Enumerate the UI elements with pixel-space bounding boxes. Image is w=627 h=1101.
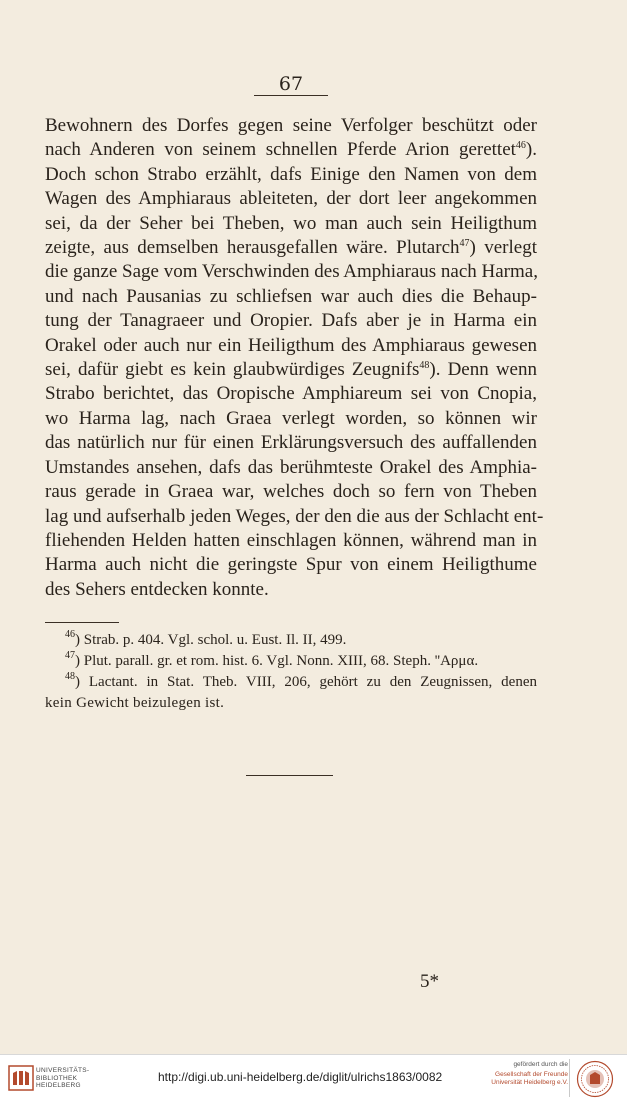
text-line: sei, dafür giebt es kein glaubwürdiges Zeugnifs$^{48}$). Denn wenn (45, 359, 537, 381)
body-text (45, 114, 544, 602)
text-line: fliehenden Helden hatten einschlagen können, während man in (45, 529, 537, 551)
university-seal-icon (576, 1060, 614, 1098)
footnote: $^{48}$) Lactant. in Stat. Theb. VIII, 206, gehört zu den Zeugnissen, denen (65, 671, 537, 690)
text-line: und nach Pausanias zu schliefsen war auch dies die Behaup- (45, 285, 537, 307)
sponsor-org: Universität Heidelberg e.V. (491, 1079, 568, 1086)
footnote: $^{46}$) Strab. p. 404. Vgl. schol. u. Eust. Il. II, 499. (65, 629, 347, 648)
page-number: 67 (254, 74, 328, 96)
text-line: das natürlich nur für einen Erklärungsversuch des auffallenden (45, 432, 537, 454)
signature-mark: 5* (420, 971, 439, 992)
text-line: lag und aufserhalb jeden Weges, der den die aus der Schlacht ent- (45, 505, 544, 527)
library-name: UNIVERSITÄTS- BIBLIOTHEK HEIDELBERG (36, 1067, 90, 1089)
sponsor-intro: gefördert durch die (513, 1061, 568, 1068)
footnote-ref[interactable]: 46 (515, 140, 526, 152)
footnote-divider (45, 622, 119, 623)
text-line: nach Anderen von seinem schnellen Pferde Arion gerettet$^{46}$). (45, 139, 537, 161)
text-line: Doch schon Strabo erzählt, dafs Einige den Namen von dem (45, 163, 537, 185)
sponsor-org: Gesellschaft der Freunde (495, 1071, 568, 1078)
library-logo-icon[interactable] (8, 1065, 34, 1091)
text-line: Harma auch nicht die geringste Spur von einem Heiligthume (45, 554, 537, 576)
text-line: die ganze Sage vom Verschwinden des Amphiaraus nach Harma, (45, 261, 538, 283)
text-line: des Sehers entdecken konnte. (45, 578, 269, 600)
text-line: Strabo berichtet, das Oropische Amphiareum sei von Cnopia, (45, 383, 537, 405)
text-line: Bewohnern des Dorfes gegen seine Verfolger beschützt oder (45, 115, 537, 136)
text-line: sei, da der Seher bei Theben, wo man auch sein Heiligthum (45, 212, 537, 234)
permalink-url[interactable]: http://digi.ub.uni-heidelberg.de/diglit/ulrichs1863/0082 (158, 1070, 443, 1084)
text-line: raus gerade in Graea war, welches doch so fern von Theben (45, 481, 537, 503)
text-line: Umstandes ansehen, dafs das berühmteste Orakel des Amphia- (45, 456, 537, 478)
end-divider (246, 775, 333, 776)
footer-divider (569, 1059, 570, 1097)
text-line: tung der Tanagraeer und Oropier. Dafs aber je in Harma ein (45, 310, 537, 332)
footnote: $^{47}$) Plut. parall. gr. et rom. hist. 6. Vgl. Nonn. XIII, 68. Steph. ''Αρμα. (65, 650, 479, 669)
sponsor-credit (478, 1061, 568, 1087)
footnotes (45, 630, 537, 714)
footnote-continuation: kein Gewicht beizulegen ist. (45, 695, 225, 711)
text-line: Orakel oder auch nur ein Heiligthum des Amphiaraus gewesen (45, 334, 537, 356)
footnote-ref[interactable]: 47 (459, 238, 470, 250)
text-line: Wagen des Amphiaraus ableiteten, der dort leer angekommen (45, 188, 537, 210)
footnote-ref[interactable]: 48 (419, 360, 430, 372)
text-line: wo Harma lag, nach Graea verlegt worden, so können wir (45, 407, 537, 429)
viewer-footer (0, 1054, 627, 1101)
text-line: zeigte, aus demselben herausgefallen wäre. Plutarch$^{47}$) verlegt (45, 237, 537, 259)
